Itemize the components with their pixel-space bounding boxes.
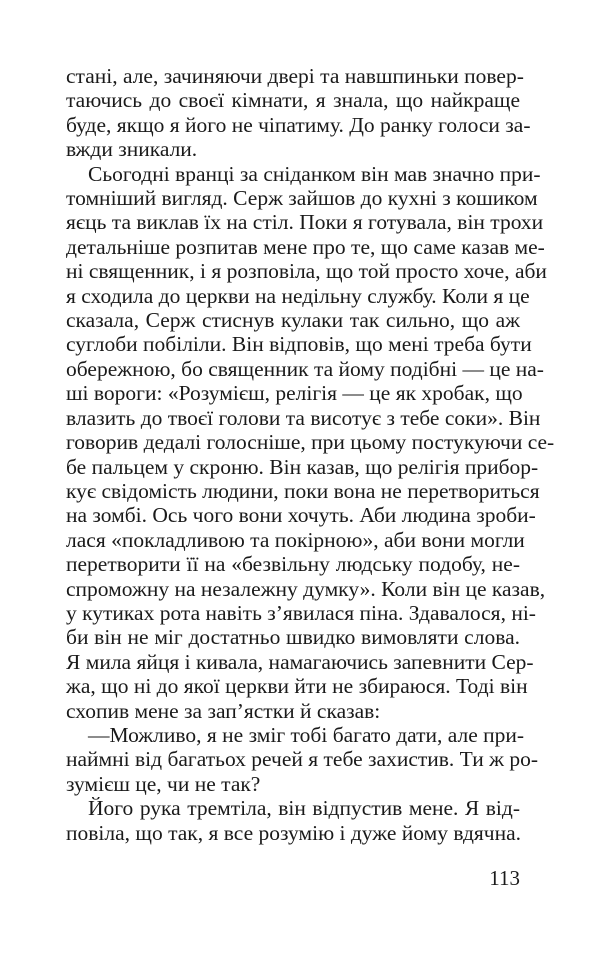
text-line: обережною, бо священник та йому подібні — це на- <box>66 356 544 381</box>
text-line: суглоби побіліли. Він відповів, що мені треба бути <box>66 332 532 357</box>
text-line: спроможну на незалежну думку». Коли він це казав, <box>66 576 546 601</box>
text-line: сказала, Серж стиснув кулаки так сильно, що аж <box>66 308 520 333</box>
page-body-text <box>66 64 555 845</box>
text-line: перетворити її на «безвільну людську подобу, не- <box>66 552 520 577</box>
text-line: би він не міг достатньо швидко вимовляти слова. <box>66 625 520 650</box>
text-line: бе пальцем у скроню. Він казав, що релігія прибор- <box>66 454 539 479</box>
text-line: зумієш це, чи не так? <box>66 771 261 796</box>
text-line: —Можливо, я не зміг тобі багато дати, але при- <box>88 722 525 747</box>
text-line: буде, якщо я його не чіпатиму. До ранку голоси за- <box>66 112 531 137</box>
text-line: говорив дедалі голосніше, при цьому постукуючи се- <box>66 430 555 455</box>
text-line: схопив мене за зап’ястки й сказав: <box>66 698 381 723</box>
text-line: ші вороги: «Розумієш, релігія — це як хробак, що <box>66 381 523 406</box>
text-line: лася «покладливою та покірною», аби вони могли <box>66 527 525 552</box>
text-line: Його рука тремтіла, він відпустив мене. Я від- <box>88 796 520 821</box>
text-line: жа, що ні до якої церкви йти не збираюся. Тоді він <box>66 674 528 699</box>
text-line: наймні від багатьох речей я тебе захистив. Ти ж ро- <box>66 747 539 772</box>
text-line: я сходила до церкви на недільну службу. Коли я це <box>66 283 530 308</box>
text-line: Я мила яйця і кивала, намагаючись запевнити Сер- <box>66 649 534 674</box>
text-line: яєць та виклав їх на стіл. Поки я готувала, він трохи <box>66 210 544 235</box>
text-line: у кутиках рота навіть з’явилася піна. Здавалося, ні- <box>66 600 536 625</box>
text-line: ні священник, і я розповіла, що той просто хоче, аби <box>66 259 547 284</box>
text-line: стані, але, зачиняючи двері та навшпиньки повер- <box>66 64 524 88</box>
text-line: повіла, що так, я все розумію і дуже йому вдячна. <box>66 820 522 845</box>
text-line: Сьогодні вранці за сніданком він мав значно при- <box>88 161 541 186</box>
text-line: влазить до твоєї голови та висотує з тебе соки». Він <box>66 405 541 430</box>
text-line: кує свідомість людини, поки вона не перетвориться <box>66 478 540 503</box>
text-line: таючись до своєї кімнати, я знала, що найкраще <box>66 88 520 113</box>
text-line: томніший вигляд. Серж зайшов до кухні з кошиком <box>66 186 538 211</box>
page-number: 113 <box>489 866 520 890</box>
text-line: детальніше розпитав мене про те, що саме казав ме- <box>66 234 545 259</box>
text-line: вжди зникали. <box>66 137 198 162</box>
text-line: на зомбі. Ось чого вони хочуть. Аби людина зроби- <box>66 503 536 528</box>
